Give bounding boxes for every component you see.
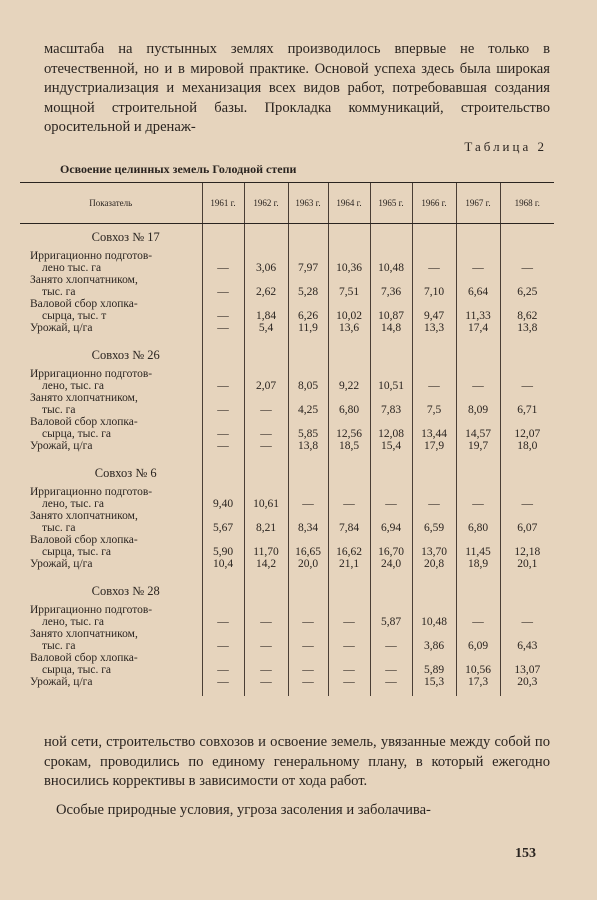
empty-cell (288, 578, 328, 604)
row-label-line2: сырца, тыс. га (42, 664, 112, 676)
value-cell: 18,0 (500, 440, 554, 460)
value-cell: — (500, 604, 554, 628)
value-cell: — (412, 486, 456, 510)
table-row (20, 628, 554, 652)
value-cell: 8,62 (500, 298, 554, 322)
row-label (20, 298, 202, 322)
table-row (20, 416, 554, 440)
empty-cell (456, 460, 500, 486)
table-row (20, 486, 554, 510)
value-cell: — (456, 368, 500, 392)
value-cell: — (202, 604, 244, 628)
value-cell: 12,08 (370, 416, 412, 440)
value-cell: 13,70 (412, 534, 456, 558)
value-cell: — (244, 604, 288, 628)
row-label-line1: Урожай, ц/га (30, 440, 93, 452)
row-label-line2: лено, тыс. га (42, 616, 104, 628)
value-cell: 7,36 (370, 274, 412, 298)
value-cell: 12,18 (500, 534, 554, 558)
table-row (20, 510, 554, 534)
value-cell: 17,4 (456, 322, 500, 342)
value-cell: 8,34 (288, 510, 328, 534)
empty-cell (412, 460, 456, 486)
value-cell: — (370, 676, 412, 696)
empty-cell (202, 578, 244, 604)
value-cell: — (244, 392, 288, 416)
value-cell: 5,28 (288, 274, 328, 298)
value-cell: 10,4 (202, 558, 244, 578)
paragraph-middle: ной сети, строительство совхозов и освоение земель, увязанные между собой по срокам, проводились по единому генеральному плану, в который ежегодно вносились коррективы в зависимости от хода работ. (44, 734, 550, 789)
empty-cell (500, 578, 554, 604)
empty-cell (370, 342, 412, 368)
group-name: Совхоз № 26 (91, 348, 160, 362)
row-label-line1: Ирригационно подготов- (30, 604, 153, 616)
value-cell: 15,3 (412, 676, 456, 696)
value-cell: 17,9 (412, 440, 456, 460)
value-cell: — (244, 416, 288, 440)
row-label (20, 534, 202, 558)
row-label-line2: сырца, тыс. га (42, 428, 112, 440)
empty-cell (288, 224, 328, 251)
row-label (20, 486, 202, 510)
empty-cell (244, 460, 288, 486)
row-label-line1: Урожай, ц/га (30, 558, 93, 570)
value-cell: 24,0 (370, 558, 412, 578)
value-cell: 7,5 (412, 392, 456, 416)
table-row (20, 298, 554, 322)
row-label (20, 604, 202, 628)
value-cell: 10,56 (456, 652, 500, 676)
value-cell: — (202, 322, 244, 342)
row-label (20, 250, 202, 274)
value-cell: 15,4 (370, 440, 412, 460)
value-cell: 16,62 (328, 534, 370, 558)
empty-cell (500, 224, 554, 251)
row-label-line2: тыс. га (42, 640, 76, 652)
row-label (20, 322, 202, 342)
value-cell: 20,1 (500, 558, 554, 578)
empty-cell (412, 578, 456, 604)
table-header-row (20, 183, 554, 224)
table-row (20, 392, 554, 416)
value-cell: 7,84 (328, 510, 370, 534)
empty-cell (456, 342, 500, 368)
empty-cell (500, 342, 554, 368)
empty-cell (202, 224, 244, 251)
value-cell: 6,80 (456, 510, 500, 534)
value-cell: — (412, 250, 456, 274)
row-label-line1: Занято хлопчатником, (30, 392, 138, 404)
header-year: 1963 г. (288, 183, 328, 224)
value-cell: — (244, 676, 288, 696)
value-cell: — (288, 604, 328, 628)
value-cell: 16,65 (288, 534, 328, 558)
value-cell: 14,2 (244, 558, 288, 578)
value-cell: 3,86 (412, 628, 456, 652)
empty-cell (328, 342, 370, 368)
value-cell: — (244, 628, 288, 652)
value-cell: 8,21 (244, 510, 288, 534)
value-cell: 9,40 (202, 486, 244, 510)
value-cell: 13,6 (328, 322, 370, 342)
value-cell: 6,94 (370, 510, 412, 534)
row-label-line1: Занято хлопчатником, (30, 510, 138, 522)
value-cell: 11,45 (456, 534, 500, 558)
value-cell: — (202, 676, 244, 696)
table-row (20, 652, 554, 676)
value-cell: 11,33 (456, 298, 500, 322)
value-cell: 1,84 (244, 298, 288, 322)
value-cell: — (202, 440, 244, 460)
empty-cell (370, 578, 412, 604)
paragraph-bottom: Особые природные условия, угроза засоления и заболачива- (56, 802, 431, 818)
value-cell: — (370, 652, 412, 676)
value-cell: 10,61 (244, 486, 288, 510)
value-cell: 17,3 (456, 676, 500, 696)
group-header-row (20, 460, 554, 486)
value-cell: 8,05 (288, 368, 328, 392)
value-cell: — (202, 368, 244, 392)
value-cell: 19,7 (456, 440, 500, 460)
value-cell: 10,02 (328, 298, 370, 322)
value-cell: 18,9 (456, 558, 500, 578)
value-cell: 18,5 (328, 440, 370, 460)
empty-cell (412, 342, 456, 368)
value-cell: 5,87 (370, 604, 412, 628)
value-cell: 6,26 (288, 298, 328, 322)
row-label (20, 392, 202, 416)
row-label-line2: лено, тыс. га (42, 498, 104, 510)
table-row (20, 676, 554, 696)
value-cell: — (288, 676, 328, 696)
value-cell: 6,59 (412, 510, 456, 534)
empty-cell (202, 460, 244, 486)
value-cell: 10,51 (370, 368, 412, 392)
value-cell: — (202, 416, 244, 440)
value-cell: — (500, 368, 554, 392)
row-label-line1: Урожай, ц/га (30, 322, 93, 334)
row-label-line1: Валовой сбор хлопка- (30, 652, 138, 664)
value-cell: — (456, 250, 500, 274)
value-cell: 3,06 (244, 250, 288, 274)
value-cell: 5,90 (202, 534, 244, 558)
table-row (20, 604, 554, 628)
value-cell: — (202, 652, 244, 676)
value-cell: 8,09 (456, 392, 500, 416)
value-cell: 20,8 (412, 558, 456, 578)
value-cell: 5,85 (288, 416, 328, 440)
row-label-line1: Ирригационно подготов- (30, 486, 153, 498)
value-cell: 20,3 (500, 676, 554, 696)
value-cell: 6,71 (500, 392, 554, 416)
table-number: Таблица 2 (464, 139, 547, 154)
group-name: Совхоз № 17 (91, 230, 160, 244)
group-name: Совхоз № 6 (94, 466, 157, 480)
table-title: Освоение целинных земель Голодной степи (60, 162, 297, 176)
table-row (20, 322, 554, 342)
value-cell: — (328, 676, 370, 696)
empty-cell (288, 460, 328, 486)
value-cell: 13,8 (500, 322, 554, 342)
header-year: 1968 г. (500, 183, 554, 224)
value-cell: — (500, 486, 554, 510)
empty-cell (328, 578, 370, 604)
value-cell: 12,56 (328, 416, 370, 440)
group-header-row (20, 342, 554, 368)
value-cell: 21,1 (328, 558, 370, 578)
value-cell: 7,51 (328, 274, 370, 298)
row-label (20, 274, 202, 298)
value-cell: — (328, 604, 370, 628)
value-cell: 2,62 (244, 274, 288, 298)
header-year: 1962 г. (244, 183, 288, 224)
row-label (20, 652, 202, 676)
empty-cell (500, 460, 554, 486)
empty-cell (370, 460, 412, 486)
value-cell: 6,64 (456, 274, 500, 298)
value-cell: — (202, 274, 244, 298)
value-cell: — (244, 440, 288, 460)
value-cell: — (202, 392, 244, 416)
value-cell: 5,89 (412, 652, 456, 676)
table-row (20, 558, 554, 578)
row-label-line2: тыс. га (42, 404, 76, 416)
value-cell: 13,07 (500, 652, 554, 676)
value-cell: 9,22 (328, 368, 370, 392)
value-cell: — (244, 652, 288, 676)
row-label-line1: Валовой сбор хлопка- (30, 534, 138, 546)
value-cell: — (500, 250, 554, 274)
empty-cell (244, 342, 288, 368)
row-label-line2: тыс. га (42, 522, 76, 534)
row-label-line2: тыс. га (42, 286, 76, 298)
row-label (20, 416, 202, 440)
row-label (20, 440, 202, 460)
row-label (20, 628, 202, 652)
value-cell: — (328, 628, 370, 652)
value-cell: — (288, 628, 328, 652)
row-label-line2: лено тыс. га (42, 262, 102, 274)
empty-cell (328, 224, 370, 251)
value-cell: 7,83 (370, 392, 412, 416)
value-cell: 2,07 (244, 368, 288, 392)
empty-cell (412, 224, 456, 251)
row-label-line1: Ирригационно подготов- (30, 368, 153, 380)
value-cell: 4,25 (288, 392, 328, 416)
table-row (20, 250, 554, 274)
table-row (20, 534, 554, 558)
empty-cell (328, 460, 370, 486)
value-cell: 6,25 (500, 274, 554, 298)
paragraph-top: масштаба на пустынных землях производилось впервые не только в отечественной, но и в мировой практике. Основой успеха здесь была широкая индустриализация и механизация всех видов работ, потребовавшая создания мощной строительной базы. Прокладка коммуникаций, строительство оросительной и дренаж- (44, 41, 550, 135)
empty-cell (244, 224, 288, 251)
row-label (20, 676, 202, 696)
header-year: 1967 г. (456, 183, 500, 224)
page-number: 153 (515, 846, 536, 861)
empty-cell (244, 578, 288, 604)
value-cell: 13,8 (288, 440, 328, 460)
header-indicator: Показатель (20, 183, 202, 224)
table-row (20, 368, 554, 392)
row-label-line1: Урожай, ц/га (30, 676, 93, 688)
header-year: 1965 г. (370, 183, 412, 224)
row-label-line2: сырца, тыс. га (42, 546, 112, 558)
row-label (20, 558, 202, 578)
value-cell: — (202, 298, 244, 322)
group-header-row (20, 578, 554, 604)
value-cell: 10,36 (328, 250, 370, 274)
empty-cell (202, 342, 244, 368)
row-label-line1: Занято хлопчатником, (30, 628, 138, 640)
row-label-line1: Занято хлопчатником, (30, 274, 138, 286)
value-cell: — (202, 250, 244, 274)
header-year: 1961 г. (202, 183, 244, 224)
value-cell: 12,07 (500, 416, 554, 440)
value-cell: — (456, 486, 500, 510)
value-cell: 10,87 (370, 298, 412, 322)
empty-cell (456, 224, 500, 251)
value-cell: 13,44 (412, 416, 456, 440)
value-cell: — (370, 628, 412, 652)
value-cell: 14,57 (456, 416, 500, 440)
row-label (20, 510, 202, 534)
value-cell: 13,3 (412, 322, 456, 342)
value-cell: 11,70 (244, 534, 288, 558)
value-cell: 5,4 (244, 322, 288, 342)
group-header-row (20, 224, 554, 251)
value-cell: — (370, 486, 412, 510)
value-cell: 5,67 (202, 510, 244, 534)
row-label-line1: Ирригационно подготов- (30, 250, 153, 262)
header-year: 1964 г. (328, 183, 370, 224)
value-cell: 10,48 (412, 604, 456, 628)
value-cell: — (412, 368, 456, 392)
value-cell: 6,43 (500, 628, 554, 652)
value-cell: 7,97 (288, 250, 328, 274)
value-cell: — (288, 652, 328, 676)
value-cell: — (288, 486, 328, 510)
value-cell: 16,70 (370, 534, 412, 558)
empty-cell (456, 578, 500, 604)
value-cell: 10,48 (370, 250, 412, 274)
value-cell: 14,8 (370, 322, 412, 342)
table-row (20, 440, 554, 460)
value-cell: 6,07 (500, 510, 554, 534)
value-cell: 9,47 (412, 298, 456, 322)
group-name: Совхоз № 28 (91, 584, 160, 598)
development-table (20, 182, 554, 696)
value-cell: — (456, 604, 500, 628)
table-body (20, 224, 554, 697)
value-cell: — (328, 486, 370, 510)
value-cell: 20,0 (288, 558, 328, 578)
empty-cell (288, 342, 328, 368)
row-label-line2: лено, тыс. га (42, 380, 104, 392)
value-cell: — (202, 628, 244, 652)
row-label-line1: Валовой сбор хлопка- (30, 298, 138, 310)
value-cell: 6,09 (456, 628, 500, 652)
row-label-line1: Валовой сбор хлопка- (30, 416, 138, 428)
empty-cell (370, 224, 412, 251)
value-cell: 11,9 (288, 322, 328, 342)
row-label (20, 368, 202, 392)
row-label-line2: сырца, тыс. т (42, 310, 107, 322)
value-cell: — (328, 652, 370, 676)
value-cell: 6,80 (328, 392, 370, 416)
header-year: 1966 г. (412, 183, 456, 224)
value-cell: 7,10 (412, 274, 456, 298)
table-row (20, 274, 554, 298)
